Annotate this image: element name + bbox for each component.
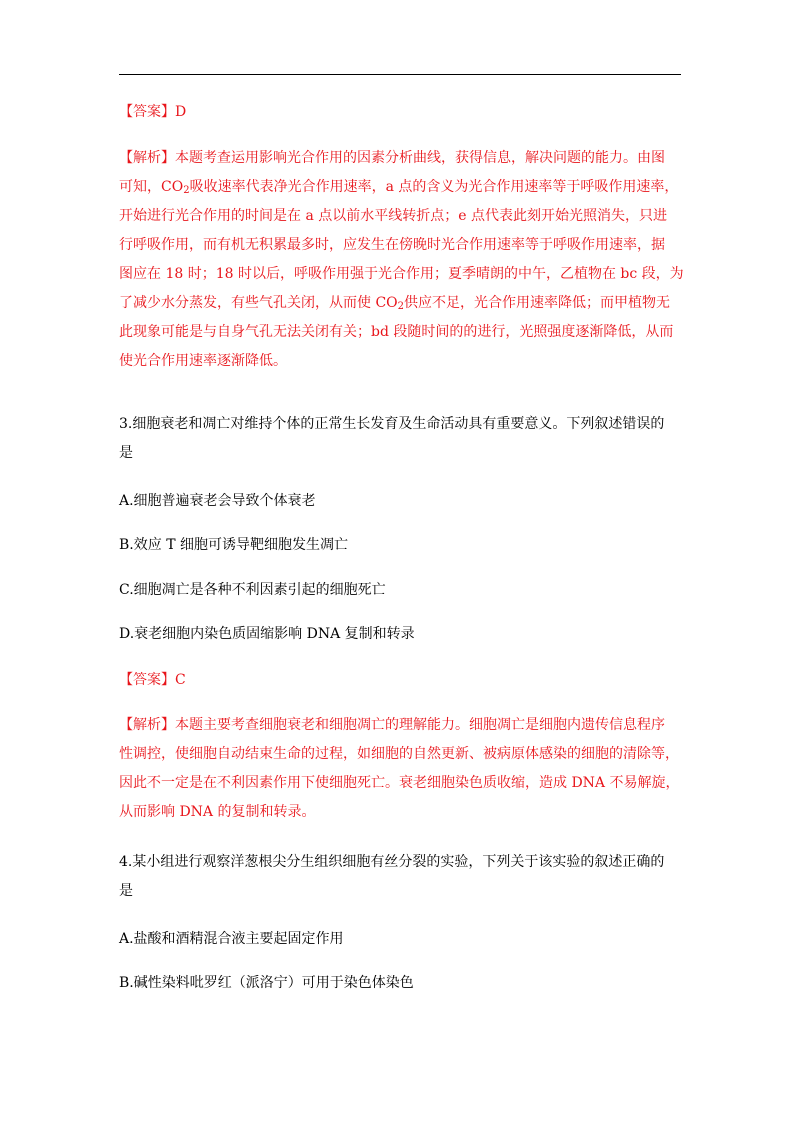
analysis-line: 开始进行光合作用的时间是在 a 点以前水平线转折点；e 点代表此刻开始光照消失，只进	[119, 208, 667, 224]
header-rule	[119, 74, 681, 75]
analysis-line: 图应在 18 时；18 时以后，呼吸作用强于光合作用；夏季晴朗的中午，乙植物在 bc 段，为	[119, 266, 684, 282]
answer-label: 【答案】	[119, 104, 175, 120]
q3-stem: 3.细胞衰老和凋亡对维持个体的正常生长发育及生命活动具有重要意义。下列叙述错误的 是	[119, 416, 665, 461]
q3-answer	[119, 666, 682, 695]
analysis-label: 【解析】	[119, 150, 175, 166]
analysis-line: 从而影响 DNA 的复制和转录。	[119, 804, 316, 820]
q3-option-d: D.衰老细胞内染色质固缩影响 DNA 复制和转录	[119, 626, 415, 642]
analysis-line: 【解析】本题考查运用影响光合作用的因素分析曲线，获得信息，解决问题的能力。由图	[119, 150, 665, 166]
analysis-line: 性调控，使细胞自动结束生命的过程，如细胞的自然更新、被病原体感染的细胞的清除等，	[119, 746, 679, 762]
q3-option-c: C.细胞凋亡是各种不利因素引起的细胞死亡	[119, 582, 386, 598]
q4-stem: 4.某小组进行观察洋葱根尖分生组织细胞有丝分裂的实验，下列关于该实验的叙述正确的 是	[119, 854, 665, 899]
analysis-line: 因此不一定是在不利因素作用下使细胞死亡。衰老细胞染色质收缩，造成 DNA 不易解旋，	[119, 775, 680, 791]
q4-option-b: B.碱性染料吡罗红（派洛宁）可用于染色体染色	[119, 975, 414, 991]
analysis-line: 此现象可能是与自身气孔无法关闭有关；bd 段随时间的的进行，光照强度逐渐降低，从而	[119, 324, 674, 340]
q2-analysis	[119, 144, 682, 376]
q3-option-a: A.细胞普遍衰老会导致个体衰老	[119, 493, 316, 509]
analysis-line: 了减少水分蒸发，有些气孔关闭，从而使 $CO_2$供应不足，光合作用速率降低；而甲植物无	[119, 295, 671, 312]
q3-option-b: B.效应 T 细胞可诱导靶细胞发生凋亡	[119, 537, 348, 553]
q4-option-a: A.盐酸和酒精混合液主要起固定作用	[119, 931, 344, 947]
analysis-line: 行呼吸作用，而有机无积累最多时，应发生在傍晚时光合作用速率等于呼吸作用速率，据	[119, 237, 665, 253]
answer-value: D	[175, 104, 187, 120]
analysis-line: 可知，$CO_2$吸收速率代表净光合作用速率，a 点的含义为光合作用速率等于呼吸作用速率，	[119, 179, 679, 196]
analysis-line: 【解析】本题主要考查细胞衰老和细胞凋亡的理解能力。细胞凋亡是细胞内遗传信息程序	[119, 717, 665, 733]
analysis-line: 使光合作用速率逐渐降低。	[119, 353, 287, 369]
q3-analysis	[119, 711, 682, 827]
q2-answer	[119, 98, 682, 127]
answer-value: C	[175, 672, 186, 688]
answer-label: 【答案】	[119, 672, 175, 688]
analysis-label: 【解析】	[119, 717, 175, 733]
